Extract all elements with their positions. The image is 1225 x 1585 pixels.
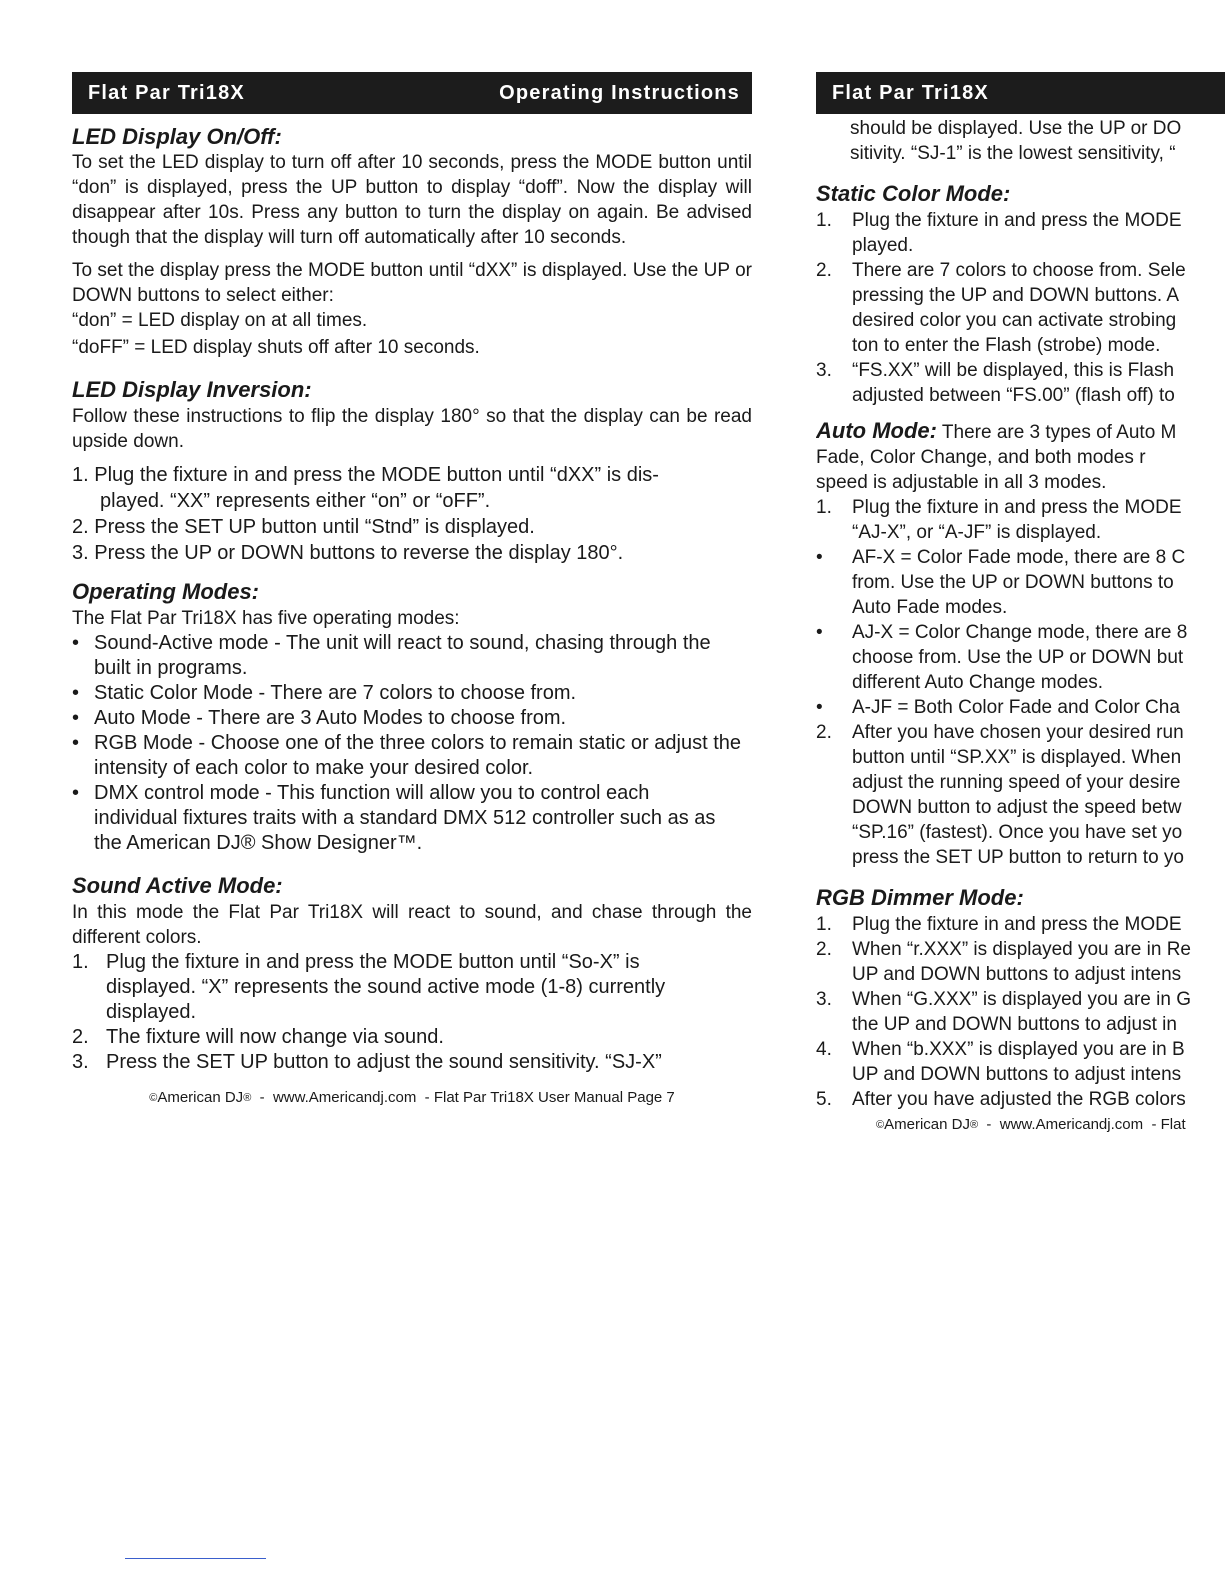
- list-item-line: “AJ-X”, or “A-JF” is displayed.: [852, 522, 1102, 543]
- list-item-line: 3. “FS.XX” will be displayed, this is Flash: [816, 360, 1175, 381]
- section-title: Sound Active Mode:: [72, 873, 283, 898]
- page-footer: ©American DJ® - www.Americandj.com - Flat: [876, 1116, 1186, 1133]
- list-item: • DMX control mode - This function will allow you to control each individual fixtures traits with a standard DMX 512 controller such as as the American DJ® Show Designer™.: [72, 782, 716, 854]
- list-item-line: from. Use the UP or DOWN buttons to: [852, 572, 1174, 593]
- list-item-line: Auto Fade modes.: [852, 597, 1008, 618]
- rgb-steps: [816, 912, 1225, 1112]
- section-title: Static Color Mode:: [816, 181, 1011, 206]
- page-footer: ©American DJ® - www.Americandj.com - Flat Par Tri18X User Manual Page 7: [149, 1089, 675, 1106]
- section-title: LED Display Inversion:: [72, 377, 312, 402]
- step: 1. Plug the fixture in and press the MODE button until “dXX” is dis-: [72, 464, 659, 486]
- list-item-line: “SP.16” (fastest). Once you have set yo: [852, 822, 1183, 843]
- paragraph: “don” = LED display on at all times.: [72, 310, 368, 331]
- list-item-line: • AJ-X = Color Change mode, there are 8: [816, 622, 1188, 643]
- list-item-line: different Auto Change modes.: [852, 672, 1104, 693]
- list-item-line: 2. After you have chosen your desired run: [816, 722, 1184, 743]
- paragraph: Auto Mode: There are 3 types of Auto M: [816, 418, 1177, 443]
- header-section: Operating Instructions: [499, 81, 740, 104]
- list-item-line: 1. Plug the fixture in and press the MODE: [816, 914, 1182, 935]
- static-steps: [816, 208, 1225, 408]
- list-item-line: 1. Plug the fixture in and press the MODE: [816, 497, 1182, 518]
- list-item-line: choose from. Use the UP or DOWN but: [852, 647, 1184, 668]
- section-title: RGB Dimmer Mode:: [816, 885, 1024, 910]
- paragraph: To set the display press the MODE button until “dXX” is displayed. Use the UP or DOWN buttons to select either:: [72, 260, 752, 306]
- list-item-line: UP and DOWN buttons to adjust intens: [852, 964, 1182, 985]
- sound-steps: [72, 950, 752, 1075]
- list-item-line: 1. Plug the fixture in and press the MODE: [816, 210, 1182, 231]
- paragraph: Follow these instructions to flip the display 180° so that the display can be read upside down.: [72, 406, 752, 452]
- list-item: • Static Color Mode - There are 7 colors to choose from.: [72, 682, 577, 704]
- page-header: [72, 72, 752, 114]
- list-item-line: ton to enter the Flash (strobe) mode.: [852, 335, 1161, 356]
- list-item-line: 2. When “r.XXX” is displayed you are in Re: [816, 939, 1191, 960]
- list-item: 1. Plug the fixture in and press the MODE button until “So-X” is displayed. “X” represents the sound active mode (1-8) currently displayed.: [72, 951, 666, 1023]
- step: played. “XX” represents either “on” or “oFF”.: [100, 490, 491, 512]
- list-item-line: played.: [852, 235, 914, 256]
- list-item-line: 5. After you have adjusted the RGB colors: [816, 1089, 1186, 1110]
- paragraph: Fade, Color Change, and both modes r: [816, 447, 1146, 468]
- paragraph: speed is adjustable in all 3 modes.: [816, 472, 1107, 493]
- list-item: • Auto Mode - There are 3 Auto Modes to choose from.: [72, 707, 567, 729]
- left-body: [72, 123, 752, 1111]
- list-item-line: adjusted between “FS.00” (flash off) to: [852, 385, 1175, 406]
- step: 3. Press the UP or DOWN buttons to reverse the display 180°.: [72, 542, 624, 564]
- list-item: 3. Press the SET UP button to adjust the sound sensitivity. “SJ-X”: [72, 1051, 662, 1073]
- paragraph: “doFF” = LED display shuts off after 10 seconds.: [72, 337, 480, 358]
- paragraph: should be displayed. Use the UP or DO: [850, 118, 1182, 139]
- paragraph: The Flat Par Tri18X has five operating modes:: [72, 608, 460, 629]
- step: 2. Press the SET UP button until “Stnd” is displayed.: [72, 516, 535, 538]
- list-item-line: UP and DOWN buttons to adjust intens: [852, 1064, 1182, 1085]
- section-title: Operating Modes:: [72, 579, 260, 604]
- modes-list: [72, 631, 752, 856]
- auto-steps: [816, 495, 1225, 870]
- paragraph: sitivity. “SJ-1” is the lowest sensitivity, “: [850, 143, 1176, 164]
- footer-link-underline: [125, 1558, 266, 1559]
- section-title: LED Display On/Off:: [72, 124, 282, 149]
- list-item-line: adjust the running speed of your desire: [852, 772, 1181, 793]
- list-item-line: • AF-X = Color Fade mode, there are 8 C: [816, 547, 1186, 568]
- paragraph: To set the LED display to turn off after 10 seconds, press the MODE button until “don” is displayed, press the UP button to display “doff”. Now the display will disappear after 10s. Press any button to turn the display on again. Be advised though that the display will turn off automatically after 10 seconds.: [72, 152, 752, 248]
- list-item-line: 2. There are 7 colors to choose from. Sele: [816, 260, 1186, 281]
- left-page: [72, 72, 752, 1111]
- list-item: • RGB Mode - Choose one of the three colors to remain static or adjust the intensity of each color to make your desired color.: [72, 732, 741, 779]
- list-item-line: 3. When “G.XXX” is displayed you are in G: [816, 989, 1191, 1010]
- list-item-line: DOWN button to adjust the speed betw: [852, 797, 1182, 818]
- header-title: Flat Par Tri18X: [88, 81, 245, 104]
- right-page: [816, 72, 1225, 1138]
- list-item: 2. The fixture will now change via sound.: [72, 1026, 444, 1048]
- list-item-line: the UP and DOWN buttons to adjust in: [852, 1014, 1177, 1035]
- list-item-line: button until “SP.XX” is displayed. When: [852, 747, 1182, 768]
- list-item-line: desired color you can activate strobing: [852, 310, 1177, 331]
- paragraph: In this mode the Flat Par Tri18X will react to sound, and chase through the different colors.: [72, 902, 752, 948]
- list-item-line: 4. When “b.XXX” is displayed you are in B: [816, 1039, 1185, 1060]
- right-body: [816, 116, 1225, 1138]
- list-item-line: press the SET UP button to return to yo: [852, 847, 1184, 868]
- page-header: [816, 72, 1225, 114]
- header-title: Flat Par Tri18X: [832, 81, 989, 104]
- list-item-line: • A-JF = Both Color Fade and Color Cha: [816, 697, 1180, 718]
- list-item-line: pressing the UP and DOWN buttons. A: [852, 285, 1180, 306]
- list-item: • Sound-Active mode - The unit will react to sound, chasing through the built in programs.: [72, 632, 711, 679]
